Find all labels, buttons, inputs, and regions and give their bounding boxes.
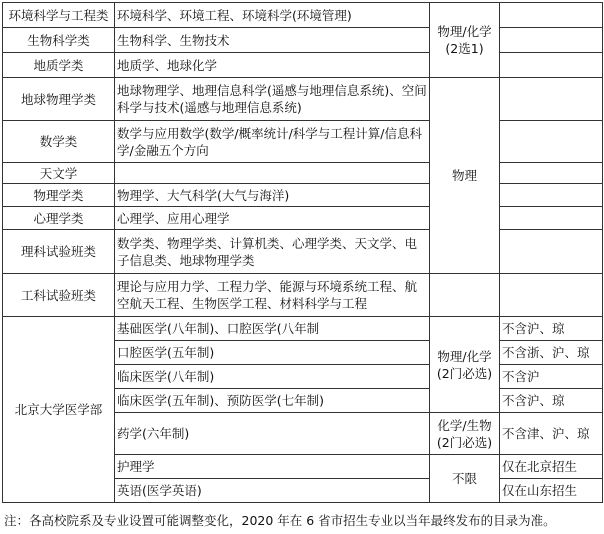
majors-cell: 数学与应用数学(数学/概率统计/科学与工程计算/信息科学/金融五个方向	[115, 121, 430, 163]
empty-cell	[500, 230, 603, 274]
table-row	[3, 184, 603, 207]
table-row	[3, 3, 603, 28]
enrollment-note-cell: 不含沪、琼	[500, 317, 603, 341]
table-row	[3, 53, 603, 78]
category-cell: 工科试验班类	[3, 274, 115, 317]
subject-requirement-cell: 物理	[430, 78, 500, 274]
majors-cell: 药学(六年制)	[115, 413, 430, 455]
table-row	[3, 317, 603, 341]
subject-requirement-text: 物理/化学	[437, 348, 492, 364]
subject-requirement-cell	[430, 413, 500, 455]
majors-cell: 基础医学(八年制)、口腔医学(八年制	[115, 317, 430, 341]
table-row	[3, 28, 603, 53]
empty-cell	[500, 274, 603, 317]
footnote: 注：各高校院系及专业设置可能调整变化，2020 年在 6 省市招生专业以当年最终发布的目录为准。	[4, 513, 556, 528]
majors-cell: 生物科学、生物技术	[115, 28, 430, 53]
majors-cell: 口腔医学(五年制)	[115, 341, 430, 365]
majors-cell: 地球物理学、地理信息科学(遥感与地理信息系统)、空间科学与技术(遥感与地理信息系统)	[115, 78, 430, 121]
empty-cell	[500, 78, 603, 121]
category-cell: 北京大学医学部	[3, 317, 115, 503]
category-cell: 环境科学与工程类	[3, 3, 115, 28]
table-row	[3, 207, 603, 230]
enrollment-note-cell: 不含浙、沪、琼	[500, 341, 603, 365]
enrollment-note-cell: 仅在北京招生	[500, 455, 603, 479]
category-cell: 生物科学类	[3, 28, 115, 53]
table-row	[3, 121, 603, 163]
empty-cell	[500, 207, 603, 230]
table-row	[3, 163, 603, 184]
subject-requirement-cell: 不限	[430, 455, 500, 503]
enrollment-note-cell: 仅在山东招生	[500, 479, 603, 503]
empty-cell	[500, 3, 603, 28]
majors-cell: 地质学、地球化学	[115, 53, 430, 78]
subject-requirement-text: 化学/生物	[437, 417, 492, 433]
empty-cell	[500, 184, 603, 207]
subject-requirement-text: (2门必选)	[436, 365, 493, 381]
category-cell: 理科试验班类	[3, 230, 115, 274]
subject-requirement-text: (2门必选)	[436, 434, 493, 450]
enrollment-note-cell: 不含津、沪、琼	[500, 413, 603, 455]
category-cell: 数学类	[3, 121, 115, 163]
subject-requirement-text: (2选1)	[445, 41, 484, 56]
majors-cell: 环境科学、环境工程、环境科学(环境管理)	[115, 3, 430, 28]
empty-cell	[500, 28, 603, 53]
table-row	[3, 78, 603, 121]
subject-requirement-text: 物理/化学	[437, 24, 492, 39]
majors-cell: 护理学	[115, 455, 430, 479]
empty-cell	[500, 53, 603, 78]
category-cell: 地球物理学类	[3, 78, 115, 121]
category-cell: 地质学类	[3, 53, 115, 78]
empty-cell	[500, 121, 603, 163]
majors-cell: 临床医学(八年制)	[115, 365, 430, 389]
majors-cell: 理论与应用力学、工程力学、能源与环境系统工程、航空航天工程、生物医学工程、材料科学与工程	[115, 274, 430, 317]
category-cell: 心理学类	[3, 207, 115, 230]
majors-cell: 临床医学(五年制)、预防医学(七年制)	[115, 389, 430, 413]
empty-cell	[500, 163, 603, 184]
majors-cell: 数学类、物理学类、计算机类、心理学类、天文学、电子信息类、地球物理学类	[115, 230, 430, 274]
table-row	[3, 274, 603, 317]
empty-cell	[430, 274, 500, 317]
majors-cell	[115, 163, 430, 184]
enrollment-note-cell: 不含沪	[500, 365, 603, 389]
subject-requirement-cell	[430, 317, 500, 413]
category-cell: 物理学类	[3, 184, 115, 207]
subject-requirements-table	[2, 2, 603, 503]
majors-cell: 物理学、大气科学(大气与海洋)	[115, 184, 430, 207]
subject-requirement-cell	[430, 3, 500, 78]
majors-cell: 心理学、应用心理学	[115, 207, 430, 230]
majors-cell: 英语(医学英语)	[115, 479, 430, 503]
table-row	[3, 230, 603, 274]
category-cell: 天文学	[3, 163, 115, 184]
enrollment-note-cell: 不含沪、琼	[500, 389, 603, 413]
